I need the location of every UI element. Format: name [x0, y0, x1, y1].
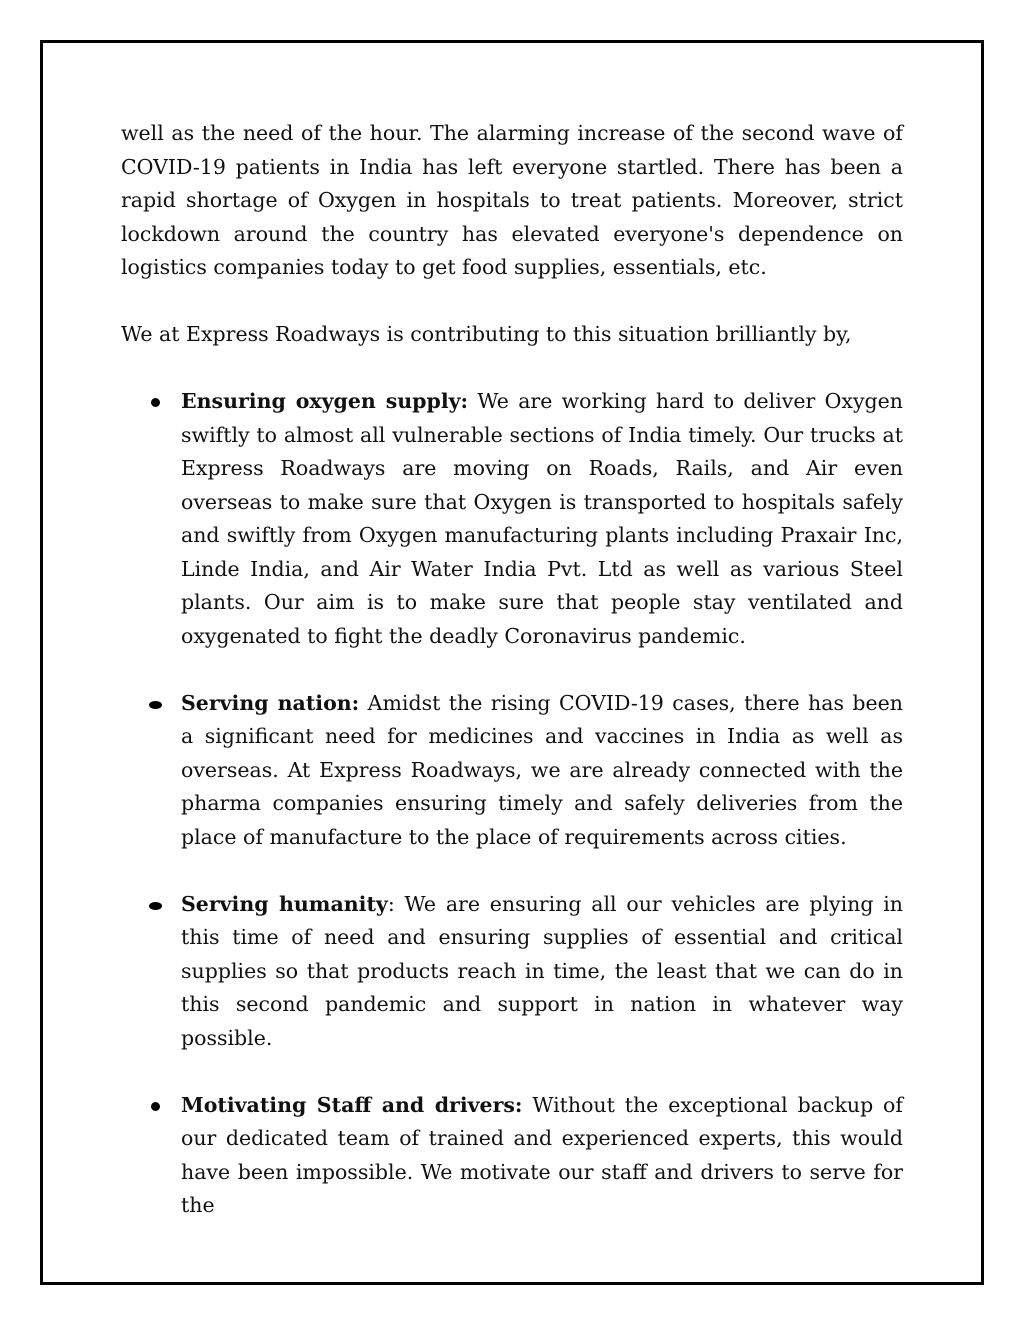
bullet-list — [121, 385, 903, 1223]
bullet-heading: Serving humanity — [181, 891, 388, 916]
lead-in-paragraph: We at Express Roadways is contributing to this situation brilliantly by, — [121, 322, 852, 346]
bullet-text: Amidst the rising COVID-19 cases, there has been a significant need for medicines and vaccines in India as well as overseas. At Express Roadways, we are already connected with the pharma companies ensuring timely and safely deliveries from the place of manufacture to the place of requirements across cities. — [181, 690, 904, 849]
bullet-icon — [149, 902, 162, 910]
paragraph-spacer — [121, 285, 903, 319]
bullet-heading: Ensuring oxygen supply: — [181, 389, 469, 413]
bullet-text: : We are ensuring all our vehicles are plying in this time of need and ensuring supplies of essential and critical supplies so that products reach in time, the least that we can do in this second pandemic and support in nation in whatever way possible. — [181, 891, 903, 1050]
bullet-icon — [151, 1102, 160, 1111]
bullet-icon — [151, 398, 160, 407]
bullet-heading: Serving nation: — [181, 690, 360, 715]
bullet-text: We are working hard to deliver Oxygen swiftly to almost all vulnerable sections of India timely. Our trucks at Express Roadways are moving on Roads, Rails, and Air even overseas to make sure that Oxygen is transported to hospitals safely and swiftly from Oxygen manufacturing plants including Praxair Inc, Linde India, and Air Water India Pvt. Ltd as well as various Steel plants. Our aim is to make sure that people stay ventilated and oxygenated to fight the deadly Coronavirus pandemic. — [181, 389, 903, 648]
list-item — [121, 888, 903, 1056]
list-item — [121, 687, 903, 855]
bullet-icon — [149, 701, 162, 709]
bullet-heading: Motivating Staff and drivers: — [181, 1092, 523, 1117]
bullet-text: Without the exceptional backup of our dedicated team of trained and experienced experts, this would have been impossible. We motivate our staff and drivers to serve for the — [181, 1092, 903, 1217]
paragraph-spacer — [121, 352, 903, 386]
list-item — [121, 385, 903, 653]
document-body — [121, 117, 903, 1223]
list-item — [121, 1089, 903, 1223]
intro-paragraph: well as the need of the hour. The alarming increase of the second wave of COVID-19 patients in India has left everyone startled. There has been a rapid shortage of Oxygen in hospitals to treat patients. Moreover, strict lockdown around the country has elevated everyone's dependence on logistics companies today to get food supplies, essentials, etc. — [121, 121, 903, 279]
